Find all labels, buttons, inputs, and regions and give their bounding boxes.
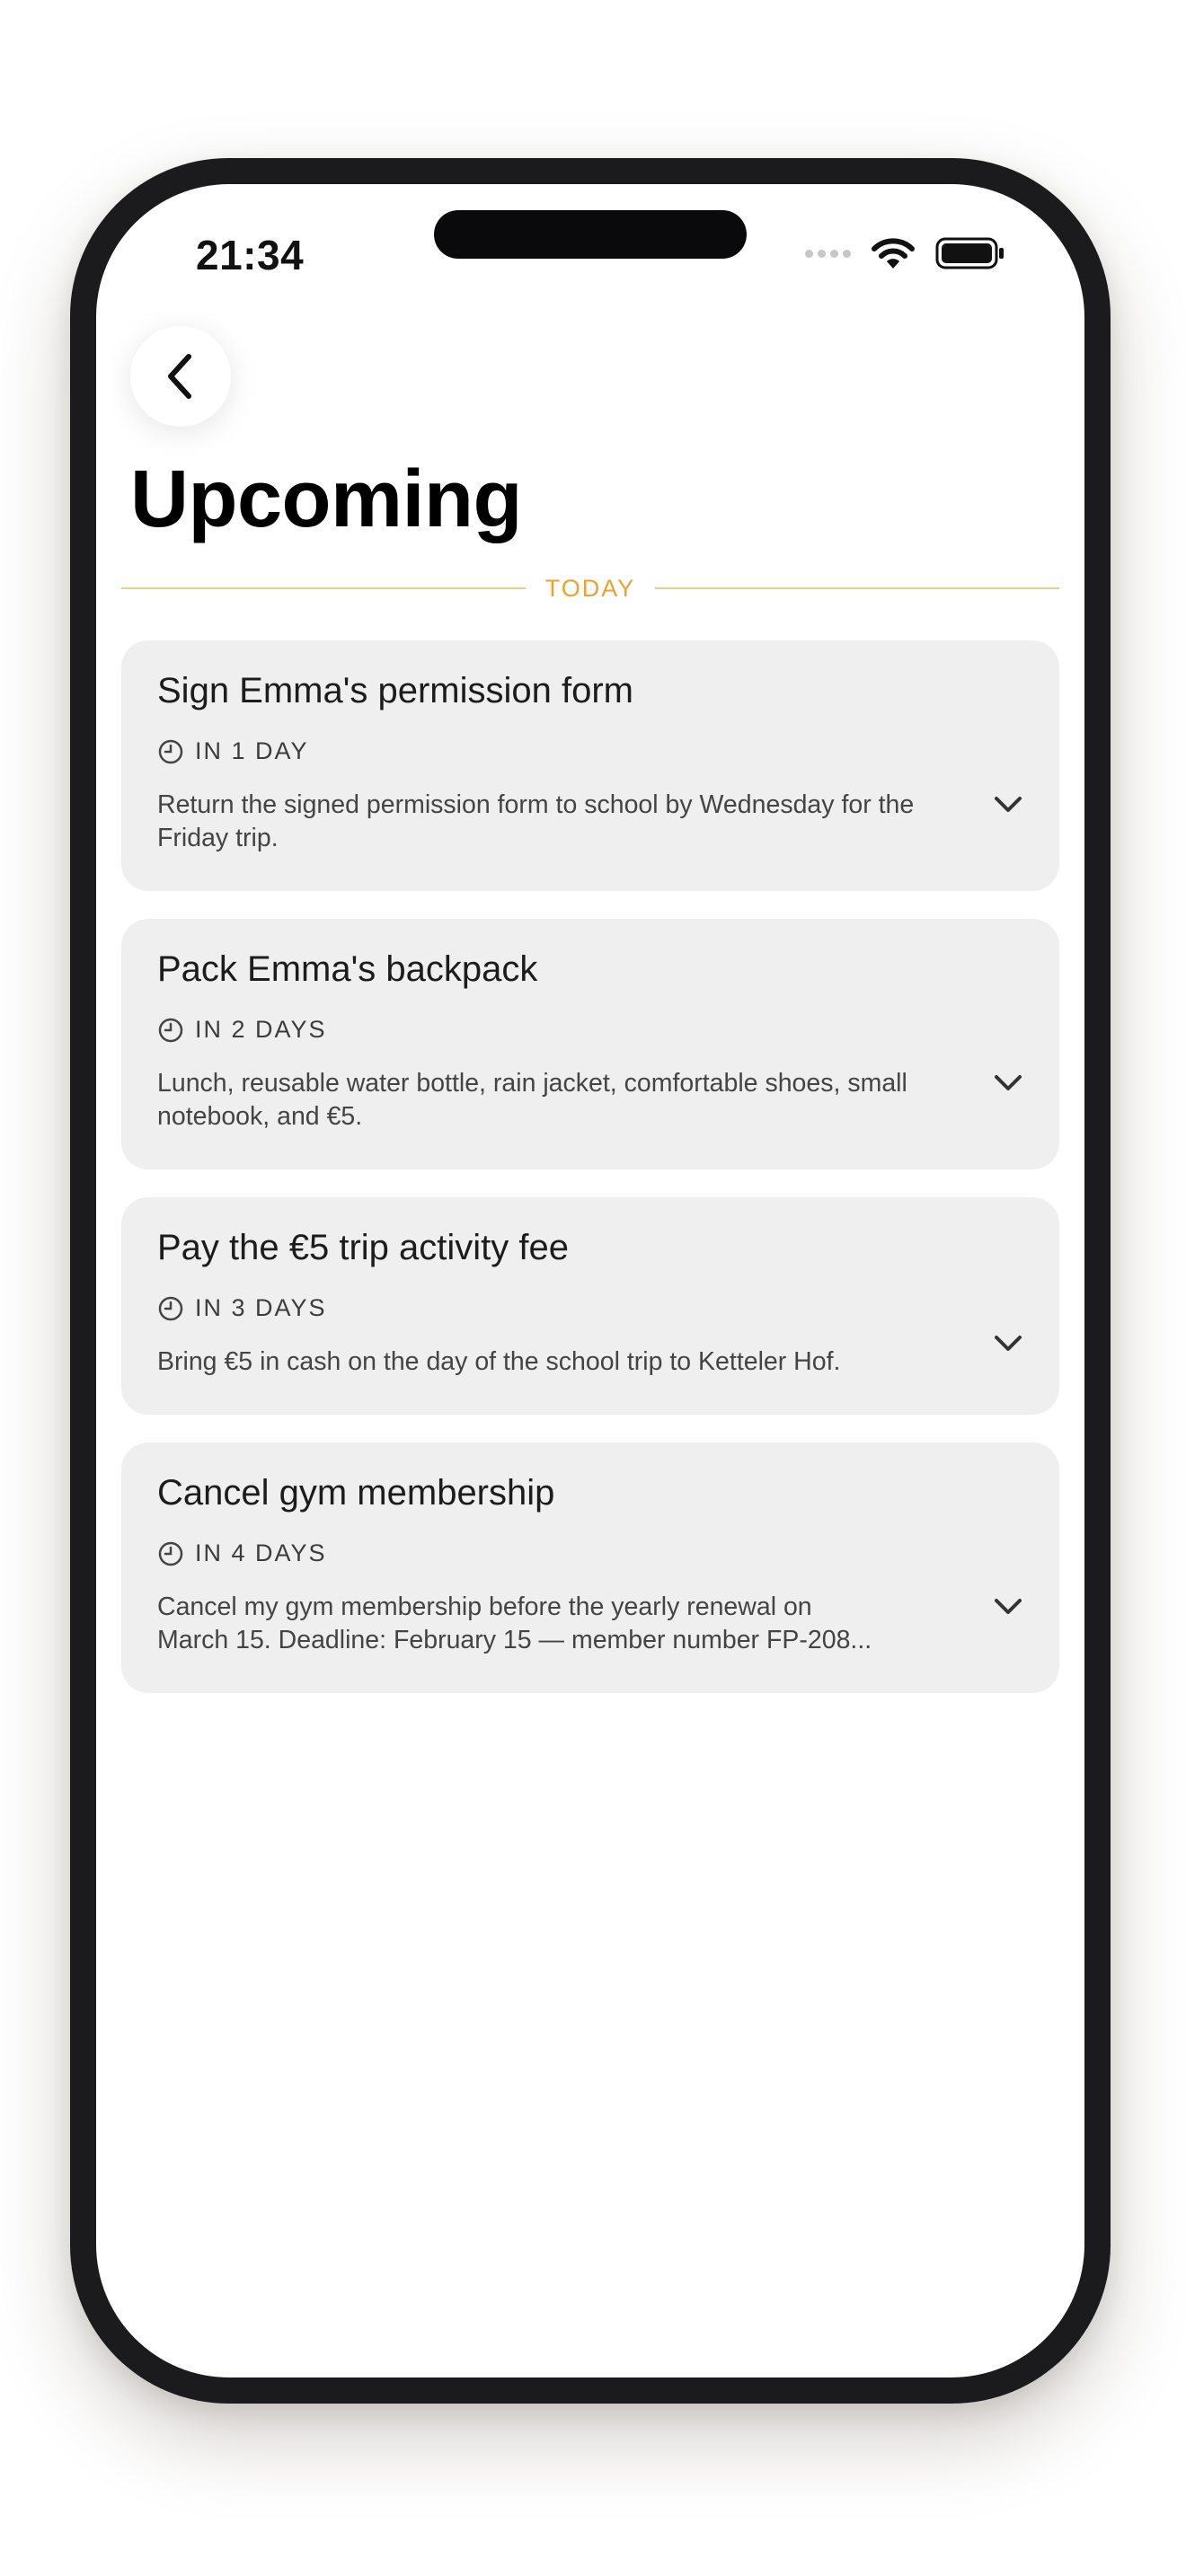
task-due — [157, 1016, 327, 1044]
dynamic-island — [434, 210, 747, 259]
task-title: Sign Emma's permission form — [157, 671, 633, 710]
section-label: TODAY — [544, 574, 636, 602]
chevron-down-icon[interactable] — [993, 1073, 1023, 1093]
task-due — [157, 1294, 327, 1322]
task-description-line: March 15. Deadline: February 15 — member number FP-208... — [157, 1626, 872, 1654]
clock-icon — [157, 1540, 184, 1567]
screen — [96, 184, 1084, 2378]
task-description-line: Cancel my gym membership before the yearly renewal on — [157, 1592, 812, 1621]
task-due-label: IN 3 DAYS — [195, 1294, 327, 1321]
status-time: 21:34 — [196, 232, 305, 278]
section-divider-today — [121, 575, 1059, 602]
wifi-icon — [871, 236, 916, 270]
clock-icon — [157, 1017, 184, 1044]
battery-icon — [935, 236, 1005, 270]
clock-icon — [157, 738, 184, 765]
task-description: Bring €5 in cash on the day of the school trip to Ketteler Hof. — [157, 1347, 841, 1376]
task-due — [157, 1539, 327, 1567]
chevron-down-icon[interactable] — [993, 1334, 1023, 1354]
chevron-down-icon[interactable] — [993, 795, 1023, 815]
task-title: Pay the €5 trip activity fee — [157, 1228, 570, 1267]
task-card[interactable] — [121, 1197, 1059, 1415]
divider-line — [655, 587, 1059, 589]
task-due-label: IN 2 DAYS — [195, 1016, 327, 1043]
task-due-label: IN 4 DAYS — [195, 1539, 327, 1566]
back-button[interactable] — [130, 326, 231, 427]
chevron-left-icon — [165, 353, 196, 400]
task-title: Cancel gym membership — [157, 1473, 555, 1513]
chevron-down-icon[interactable] — [993, 1597, 1023, 1617]
task-card[interactable] — [121, 640, 1059, 891]
task-card[interactable] — [121, 1442, 1059, 1693]
page-title: Upcoming — [130, 454, 522, 544]
phone-frame — [70, 158, 1111, 2404]
task-description: Return the signed permission form to school by Wednesday for the Friday trip. — [157, 790, 915, 852]
status-icons — [805, 236, 1005, 270]
task-card[interactable] — [121, 919, 1059, 1169]
task-due-label: IN 1 DAY — [195, 737, 309, 764]
divider-line — [121, 587, 526, 589]
task-description — [157, 1591, 966, 1657]
task-due — [157, 737, 309, 765]
cellular-dots-icon — [805, 250, 851, 258]
task-description: Lunch, reusable water bottle, rain jacket, comfortable shoes, small notebook, and €5. — [157, 1069, 907, 1131]
clock-icon — [157, 1295, 184, 1322]
task-title: Pack Emma's backpack — [157, 949, 538, 989]
